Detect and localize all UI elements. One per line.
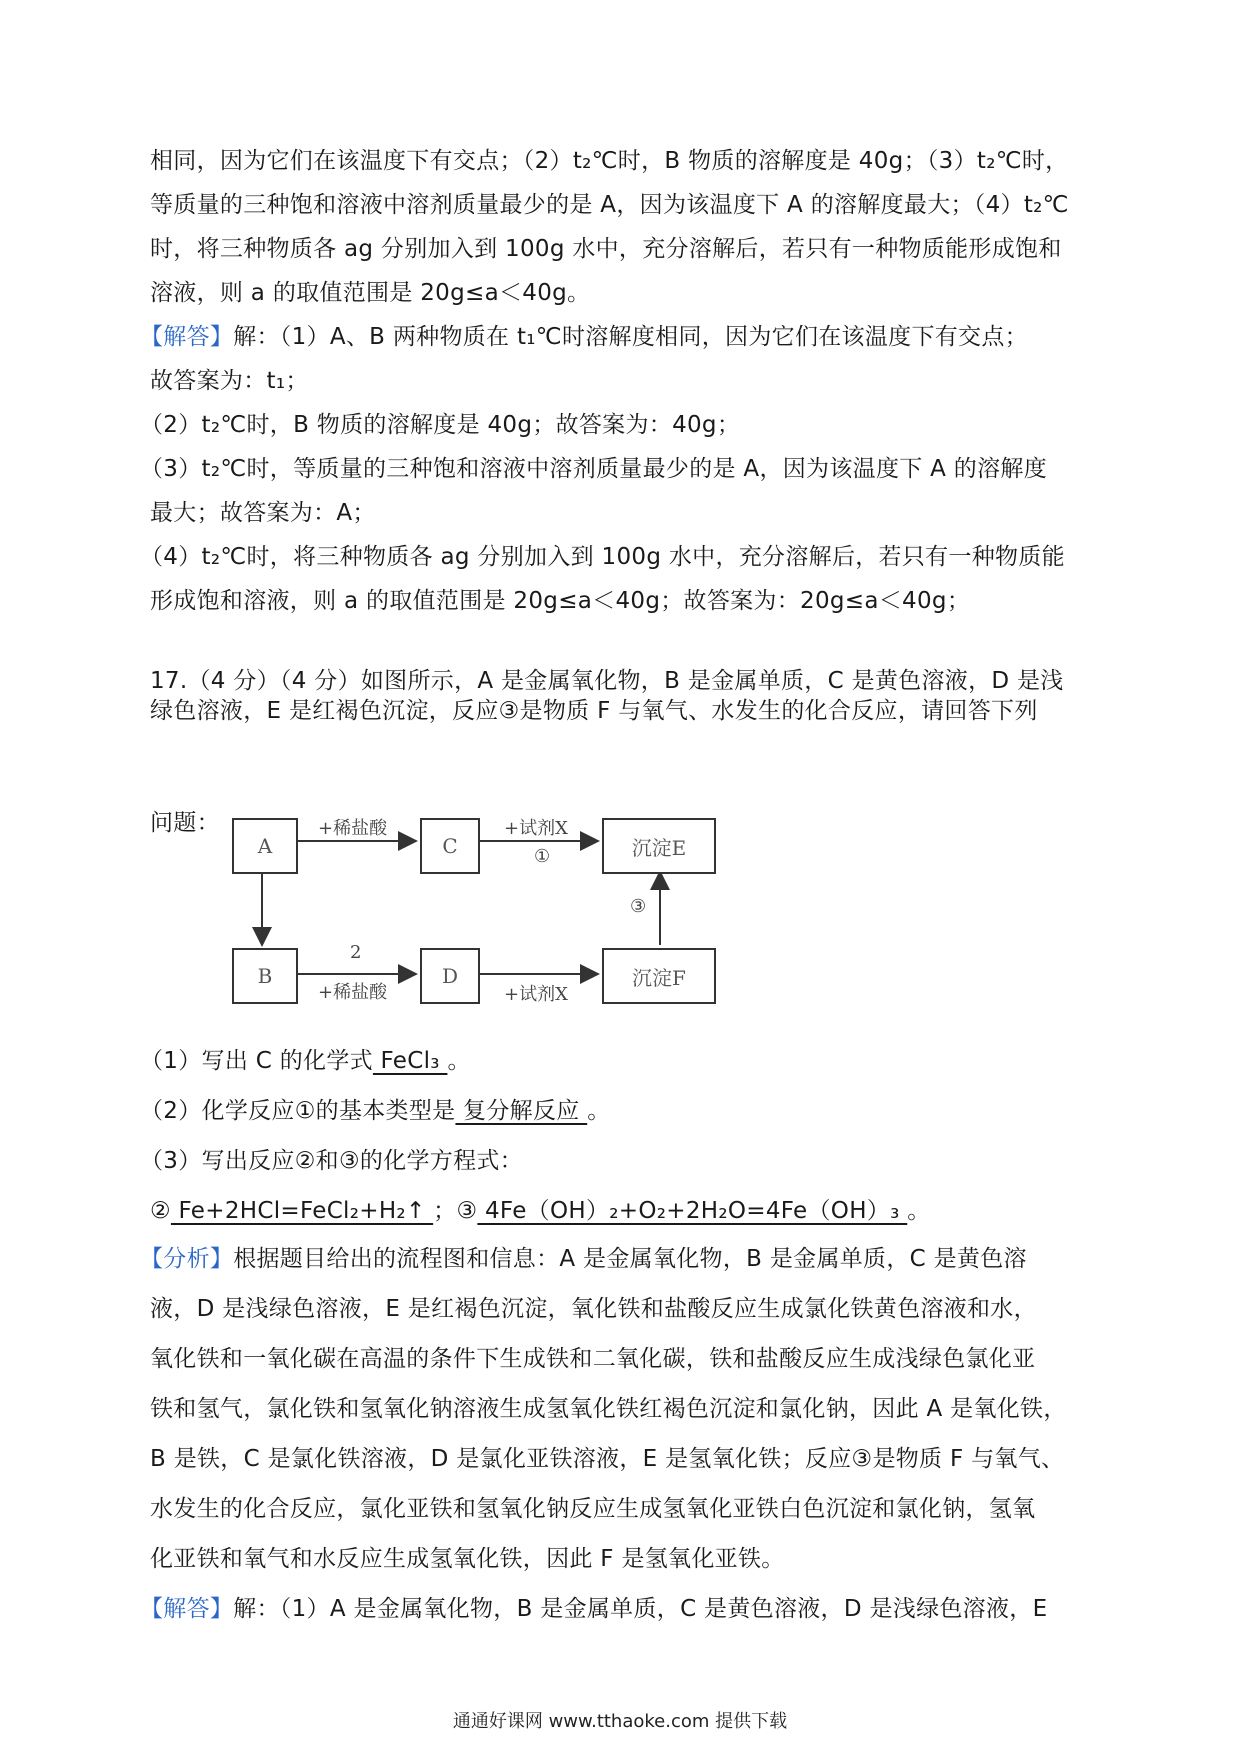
analysis-line: 相同，因为它们在该温度下有交点；（2）t₂℃时，B 物质的溶解度是 40g；（3）t₂℃时， <box>150 148 1069 174</box>
box-b: B <box>232 948 298 1004</box>
answer-line: 形成饱和溶液，则 a 的取值范围是 20g≤a＜40g；故答案为：20g≤a＜40g； <box>150 588 971 614</box>
analysis-line: 【分析】根据题目给出的流程图和信息：A 是金属氧化物，B 是金属单质，C 是黄色溶 <box>140 1246 1027 1272</box>
sub-question-2: （2）化学反应①的基本类型是 复分解反应 。 <box>140 1098 611 1124</box>
answer-line: （3）t₂℃时，等质量的三种饱和溶液中溶剂质量最少的是 A，因为该温度下 A 的溶解度 <box>140 456 1048 482</box>
answer-line: （4）t₂℃时，将三种物质各 ag 分别加入到 100g 水中，充分溶解后，若只有一种物质能 <box>140 544 1065 570</box>
sub-question-3: （3）写出反应②和③的化学方程式： <box>140 1148 523 1174</box>
answer-blank: 复分解反应 <box>455 1098 588 1124</box>
page-footer: 通通好课网 www.tthaoke.com 提供下载 <box>452 1711 788 1732</box>
analysis-line: 等质量的三种饱和溶液中溶剂质量最少的是 A，因为该温度下 A 的溶解度最大；（4）t₂℃ <box>150 192 1069 218</box>
label-hcl-top: +稀盐酸 <box>318 818 388 839</box>
analysis-line: 氧化铁和一氧化碳在高温的条件下生成铁和二氧化碳，铁和盐酸反应生成浅绿色氯化亚 <box>150 1346 1036 1372</box>
answer-blank: 4Fe（OH）₂+O₂+2H₂O=4Fe（OH）₃ <box>477 1198 908 1224</box>
question-tail: 问题： <box>150 810 220 836</box>
label-reaction-1: ① <box>534 846 551 867</box>
question-line: 绿色溶液，E 是红褐色沉淀，反应③是物质 F 与氧气、水发生的化合反应，请回答下列 <box>150 698 1038 724</box>
label-reaction-2: 2 <box>350 942 362 963</box>
question-line: 17.（4 分）（4 分）如图所示，A 是金属氧化物，B 是金属单质，C 是黄色溶液，D 是浅 <box>150 668 1064 694</box>
sub-question-1: （1）写出 C 的化学式 FeCl₃ 。 <box>140 1048 471 1074</box>
box-c: C <box>420 818 480 874</box>
analysis-line: 化亚铁和氧气和水反应生成氢氧化铁，因此 F 是氢氧化亚铁。 <box>150 1546 785 1572</box>
analysis-line: 时，将三种物质各 ag 分别加入到 100g 水中，充分溶解后，若只有一种物质能形成饱和 <box>150 236 1062 262</box>
analysis-line: 液，D 是浅绿色溶液，E 是红褐色沉淀，氧化铁和盐酸反应生成氯化铁黄色溶液和水， <box>150 1296 1037 1322</box>
analysis-line: 水发生的化合反应，氯化亚铁和氢氧化钠反应生成氢氧化亚铁白色沉淀和氯化钠，氢氧 <box>150 1496 1036 1522</box>
equation-line: ② Fe+2HCl=FeCl₂+H₂↑ ；③ 4Fe（OH）₂+O₂+2H₂O=4Fe（OH）₃ 。 <box>150 1198 931 1224</box>
box-d: D <box>420 948 480 1004</box>
answer-line: 【解答】解：（1）A 是金属氧化物，B 是金属单质，C 是黄色溶液，D 是浅绿色溶液，E <box>140 1596 1048 1622</box>
answer-tag: 【解答】 <box>140 1596 234 1622</box>
answer-blank: FeCl₃ <box>372 1048 448 1074</box>
answer-text: 解：（1）A、B 两种物质在 t₁℃时溶解度相同，因为它们在该温度下有交点； <box>233 324 1028 350</box>
label-reaction-3: ③ <box>630 896 647 917</box>
answer-line: 故答案为：t₁； <box>150 368 309 394</box>
analysis-line: 溶液，则 a 的取值范围是 20g≤a＜40g。 <box>150 280 591 306</box>
analysis-tag: 【分析】 <box>140 1246 234 1272</box>
box-f: 沉淀F <box>602 948 716 1004</box>
label-hcl-bottom: +稀盐酸 <box>318 982 388 1003</box>
analysis-line: 铁和氢气，氯化铁和氢氧化钠溶液生成氢氧化铁红褐色沉淀和氯化钠，因此 A 是氧化铁， <box>150 1396 1067 1422</box>
answer-line: （2）t₂℃时，B 物质的溶解度是 40g；故答案为：40g； <box>140 412 741 438</box>
answer-line: 最大；故答案为：A； <box>150 500 376 526</box>
box-a: A <box>232 818 298 874</box>
label-reagent-x-top: +试剂X <box>504 818 568 839</box>
answer-tag: 【解答】 <box>140 324 234 350</box>
box-e: 沉淀E <box>602 818 716 874</box>
analysis-line: B 是铁，C 是氯化铁溶液，D 是氯化亚铁溶液，E 是氢氧化铁；反应③是物质 F 与氧气、 <box>150 1446 1065 1472</box>
answer-blank: Fe+2HCl=FeCl₂+H₂↑ <box>170 1198 434 1224</box>
label-reagent-x-bottom: +试剂X <box>504 984 568 1005</box>
